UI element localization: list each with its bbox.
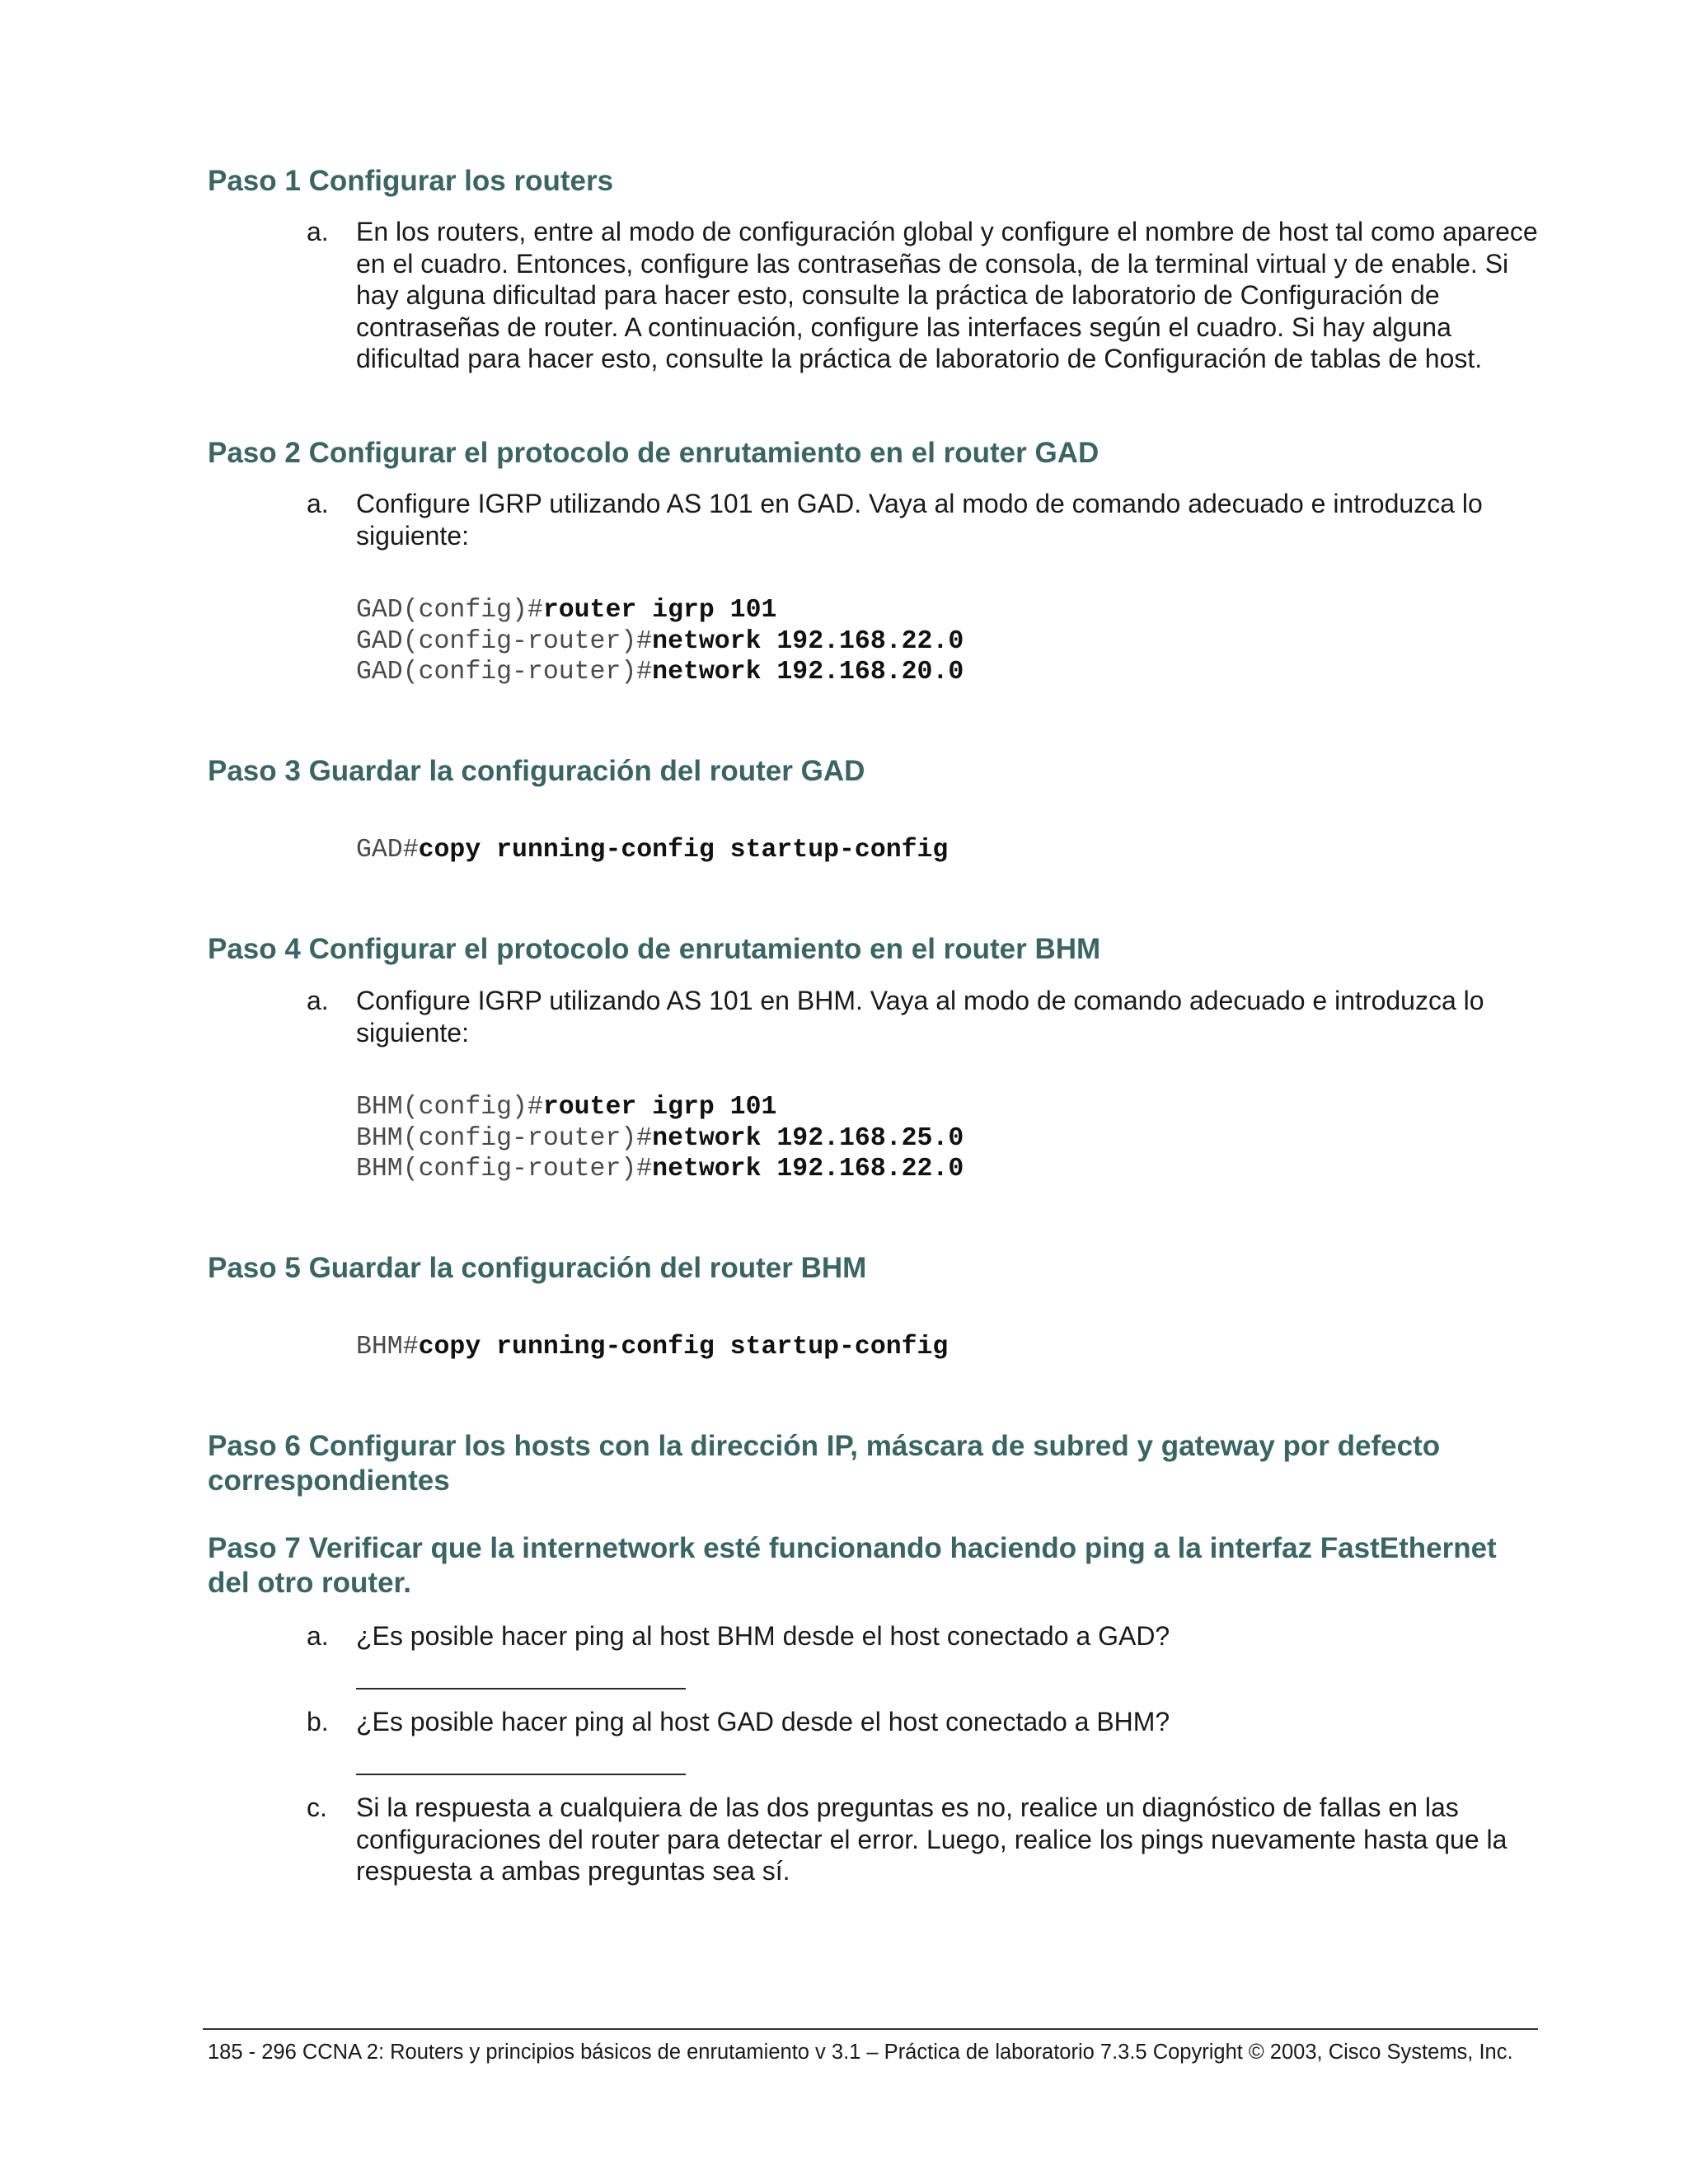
page-footer: 185 - 296 CCNA 2: Routers y principios básicos de enrutamiento v 3.1 – Práctica de laboratorio 7.3.5 Copyright © 2003, Cisco Systems, Inc.: [208, 2041, 1513, 2064]
code-command: network 192.168.20.0: [652, 658, 964, 687]
item-letter: a.: [307, 489, 329, 518]
code-command: network 192.168.22.0: [652, 626, 964, 656]
step-5-heading: Paso 5 Guardar la configuración del router BHM: [208, 1252, 867, 1284]
code-prompt: BHM(config-router)#: [356, 1155, 653, 1184]
item-text: Si la respuesta a cualquiera de las dos preguntas es no, realice un diagnóstico de fallas en las configuraciones del router para detectar el error. Luego, realice los pings nuevamente hasta que la respuesta a ambas preguntas sea sí.: [356, 1793, 1507, 1886]
answer-line-b[interactable]: [356, 1774, 686, 1775]
code-command: copy running-config startup-config: [418, 1333, 949, 1361]
code-command: network 192.168.22.0: [652, 1155, 964, 1184]
code-line: [356, 1092, 964, 1123]
step-4-heading: Paso 4 Configurar el protocolo de enrutamiento en el router BHM: [208, 933, 1101, 965]
code-prompt: GAD#: [356, 836, 419, 865]
code-line: [356, 1154, 964, 1185]
code-prompt: GAD(config-router)#: [356, 658, 653, 687]
item-letter: c.: [307, 1793, 327, 1822]
item-text: Configure IGRP utilizando AS 101 en GAD. Vaya al modo de comando adecuado e introduzca lo siguiente:: [356, 489, 1483, 551]
code-command: router igrp 101: [542, 1093, 777, 1122]
step-3-code-block: [356, 835, 948, 866]
code-prompt: BHM(config-router)#: [356, 1123, 653, 1153]
item-text: ¿Es posible hacer ping al host BHM desde el host conectado a GAD?: [356, 1621, 1170, 1651]
step-2-heading: Paso 2 Configurar el protocolo de enrutamiento en el router GAD: [208, 437, 1100, 469]
step-3-heading: Paso 3 Guardar la configuración del router GAD: [208, 755, 865, 787]
item-letter: b.: [307, 1707, 329, 1736]
code-line: [356, 595, 964, 626]
code-prompt: BHM(config)#: [356, 1093, 543, 1122]
step-2-code-block: [356, 595, 964, 688]
item-text: ¿Es posible hacer ping al host GAD desde el host conectado a BHM?: [356, 1707, 1170, 1736]
code-command: copy running-config startup-config: [418, 836, 949, 865]
step-4-code-block: [356, 1092, 964, 1185]
step-1-heading: Paso 1 Configurar los routers: [208, 165, 614, 197]
item-letter: a.: [307, 1621, 329, 1651]
code-prompt: BHM#: [356, 1333, 419, 1361]
item-letter: a.: [307, 986, 329, 1015]
answer-line-a[interactable]: [356, 1688, 686, 1690]
footer-divider: [203, 2028, 1538, 2030]
item-text: Configure IGRP utilizando AS 101 en BHM. Vaya al modo de comando adecuado e introduzca lo siguiente:: [356, 986, 1484, 1047]
item-letter: a.: [307, 217, 329, 246]
code-command: network 192.168.25.0: [652, 1123, 964, 1153]
step-7-heading: Paso 7 Verificar que la internetwork esté funcionando haciendo ping a la interfaz FastEthernet del otro router.: [208, 1532, 1497, 1599]
code-prompt: GAD(config-router)#: [356, 626, 653, 656]
code-line: [356, 835, 948, 866]
code-command: router igrp 101: [542, 596, 777, 625]
code-line: [356, 657, 964, 688]
code-prompt: GAD(config)#: [356, 596, 543, 625]
item-text: En los routers, entre al modo de configuración global y configure el nombre de host tal como aparece en el cuadro. Entonces, configure las contraseñas de consola, de la terminal virtual y de enable. Si hay alguna dificultad para hacer esto, consulte la práctica de laboratorio de Configuración de contraseñas de router. A continuación, configure las interfaces según el cuadro. Si hay alguna dificultad para hacer esto, consulte la práctica de laboratorio de Configuración de tablas de host.: [356, 217, 1538, 373]
step-6-heading: Paso 6 Configurar los hosts con la dirección IP, máscara de subred y gateway por defecto correspondientes: [208, 1430, 1441, 1497]
code-line: [356, 626, 964, 658]
step-5-code-block: [356, 1332, 948, 1363]
code-line: [356, 1123, 964, 1155]
code-line: [356, 1332, 948, 1363]
